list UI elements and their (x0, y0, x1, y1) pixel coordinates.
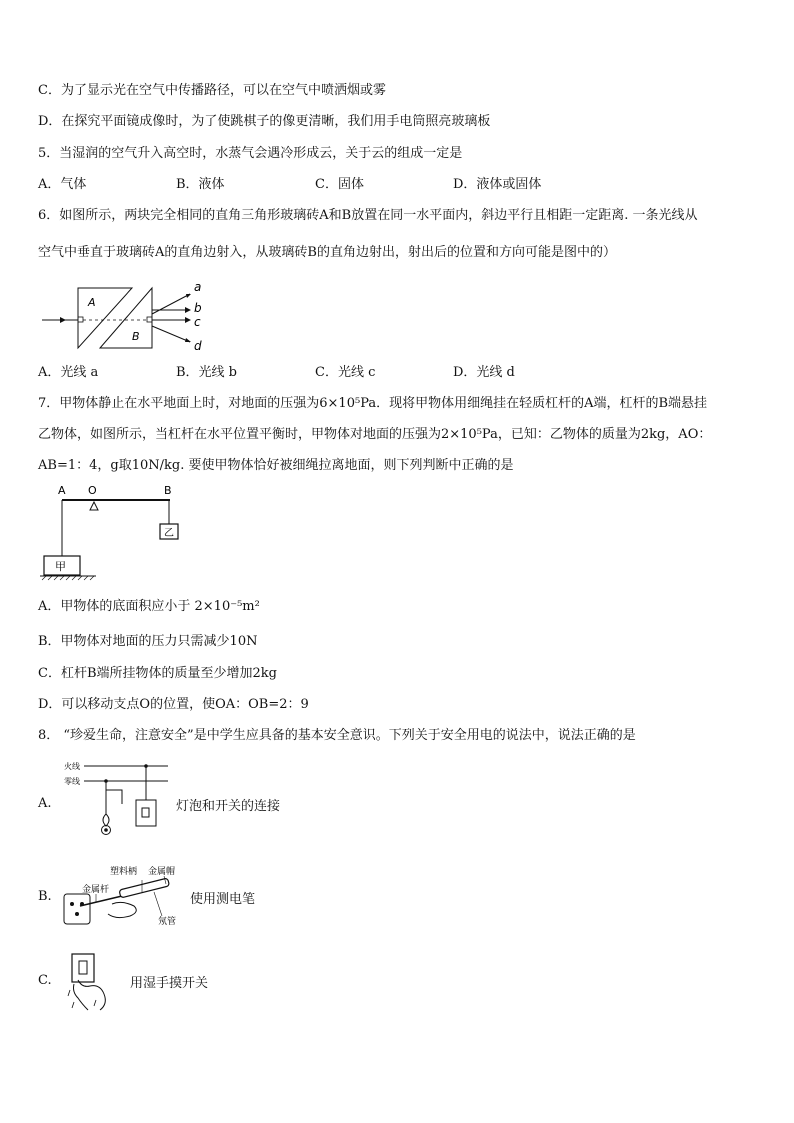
q6-option-c: C．光线 c (315, 365, 376, 380)
q8-stem: 8． “珍爱生命，注意安全”是中学生应具备的基本安全意识。下列关于安全用电的说法中，说法正确的是 (38, 728, 636, 743)
bulb-switch-circuit (62, 758, 172, 838)
prism-a (78, 288, 132, 348)
ray-a (152, 294, 190, 314)
q6-option-a: A．光线 a (38, 365, 99, 380)
q8-option-c-caption: 用湿手摸开关 (130, 976, 209, 991)
fulcrum (90, 502, 98, 510)
q7-option-a: A．甲物体的底面积应小于 2×10⁻⁵m² (38, 599, 260, 614)
wet-hand-switch-figure (66, 950, 126, 1014)
q8-option-b-caption: 使用测电笔 (190, 892, 256, 907)
prism-b (100, 288, 152, 348)
incident-arrow (60, 317, 66, 323)
q8-option-b-letter: B. (38, 889, 52, 904)
q4-option-c: C．为了显示光在空气中传播路径，可以在空气中喷洒烟或雾 (38, 83, 386, 98)
q4-option-d: D．在探究平面镜成像时，为了使跳棋子的像更清晰，我们用手电筒照亮玻璃板 (38, 114, 491, 129)
q7-stem-line2: 乙物体，如图所示，当杠杆在水平位置平衡时，甲物体对地面的压强为2×10⁵Pa，已知：乙物体的质量为2kg，AO： (38, 427, 712, 442)
lever-label-b: B (164, 484, 172, 497)
q6-stem-line2: 空气中垂直于玻璃砖A的直角边射入，从玻璃砖B的直角边射出，射出后的位置和方向可能是图中的） (38, 245, 616, 260)
ray-d (152, 326, 190, 342)
switch-plate-icon (72, 954, 94, 982)
live-wire-label: 火线 (64, 762, 80, 771)
socket-icon (64, 894, 90, 924)
wet-hand-icon (78, 980, 105, 1010)
test-pen-body (119, 878, 169, 898)
q8-option-a-letter: A. (38, 796, 52, 811)
q7-option-d: D．可以移动支点O的位置，使OA：OB=2：9 (38, 697, 309, 712)
lever-figure (38, 482, 188, 582)
wall-switch (136, 800, 156, 826)
q5-option-c: C．固体 (315, 177, 364, 192)
test-pen-rod (80, 896, 122, 906)
label-d: d (194, 339, 202, 353)
q6-option-b: B．光线 b (176, 365, 238, 380)
metal-cap-label: 金属帽 (148, 867, 176, 877)
q5-option-b: B．液体 (176, 177, 225, 192)
hand-icon (108, 902, 136, 917)
glass-prism-figure (40, 274, 220, 356)
neon-tube-label: 氖管 (158, 917, 177, 927)
prism-a-label: A (88, 296, 96, 309)
q7-stem-line3: AB=1：4，g取10N/kg. 要使甲物体恰好被细绳拉离地面，则下列判断中正确的是 (38, 458, 514, 473)
label-a: a (194, 280, 202, 294)
q7-option-b: B．甲物体对地面的压力只需减少10N (38, 634, 258, 649)
label-c: c (194, 315, 201, 329)
test-pen-figure (62, 862, 192, 932)
lever-label-o: O (88, 484, 97, 497)
prism-b-label: B (132, 330, 140, 343)
object-yi-label: 乙 (164, 528, 174, 539)
bulb-icon (103, 814, 109, 826)
q7-stem-line1: 7．甲物体静止在水平地面上时，对地面的压强为6×10⁵Pa．现将甲物体用细绳挂在轻质杠杆的A端，杠杆的B端悬挂 (38, 396, 708, 411)
q6-stem-line1: 6．如图所示，两块完全相同的直角三角形玻璃砖A和B放置在同一水平面内，斜边平行且相距一定距离. 一条光线从 (38, 208, 698, 223)
label-b: b (194, 301, 202, 315)
neutral-wire-label: 零线 (64, 777, 80, 786)
q5-option-a: A．气体 (38, 177, 87, 192)
q7-option-c: C．杠杆B端所挂物体的质量至少增加2kg (38, 666, 277, 681)
q8-option-a-caption: 灯泡和开关的连接 (176, 799, 281, 814)
metal-rod-label: 金属杆 (82, 885, 110, 895)
object-jia-label: 甲 (55, 560, 66, 573)
plastic-handle-label: 塑料柄 (110, 867, 138, 877)
q5-stem: 5．当湿润的空气升入高空时，水蒸气会遇冷形成云，关于云的组成一定是 (38, 146, 463, 161)
q6-option-d: D．光线 d (453, 365, 515, 380)
lever-label-a: A (58, 484, 66, 497)
q8-option-c-letter: C. (38, 973, 52, 988)
q5-option-d: D．液体或固体 (453, 177, 542, 192)
